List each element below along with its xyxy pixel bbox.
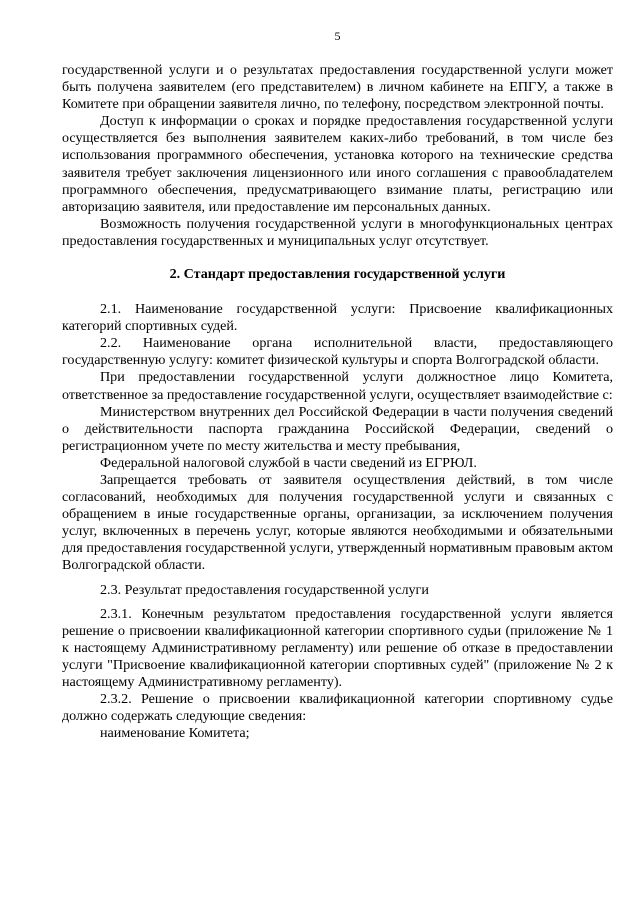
paragraph-2-3-2-decision-content: 2.3.2. Решение о присвоении квалификационной категории спортивному судье должно содержать следующие сведения:	[62, 691, 613, 725]
paragraph-2-3-result: 2.3. Результат предоставления государственной услуги	[100, 581, 429, 598]
paragraph-2-3-1-final-result: 2.3.1. Конечным результатом предоставления государственной услуги является решение о присвоении квалификационной категории спортивного судьи (приложение № 1 к настоящему Административному регламенту) или решение об отказе в предоставлении услуги "Присвоение квалификационной категории спортивных судей" (приложение № 2 к настоящему Административному регламенту).	[62, 605, 613, 690]
section-heading: 2. Стандарт предоставления государственной услуги	[169, 266, 506, 283]
paragraph-interaction-mvd: Министерством внутренних дел Российской Федерации в части получения сведений о действительности паспорта гражданина Российской Федерации, сведений о регистрационном учете по месту жительства и месту пребывания,	[62, 403, 613, 454]
paragraph-info-results: государственной услуги и о результатах предоставления государственной услуги может быть получена заявителем (его представителем) в личном кабинете на ЕПГУ, а также в Комитете при обращении заявителя лично, по телефону, посредством электронной почты.	[62, 62, 613, 113]
paragraph-access-info: Доступ к информации о сроках и порядке предоставления государственной услуги осуществляется без выполнения заявителем каких-либо требований, в том числе без использования программного обеспечения, установка которого на технические средства заявителя требует заключения лицензионного или иного соглашения с правообладателем программного обеспечения, предусматривающего взимание платы, регистрацию или авторизацию заявителя, или предоставление им персональных данных.	[62, 113, 613, 215]
paragraph-2-2-authority-name: 2.2. Наименование органа исполнительной власти, предоставляющего государственную услугу: комитет физической культуры и спорта Волгоградской области.	[62, 335, 613, 369]
paragraph-interaction-fns: Федеральной налоговой службой в части сведений из ЕГРЮЛ.	[100, 454, 477, 471]
paragraph-interaction-intro: При предоставлении государственной услуги должностное лицо Комитета, ответственное за предоставление государственной услуги, осуществляет взаимодействие с:	[62, 369, 613, 403]
paragraph-2-1-service-name: 2.1. Наименование государственной услуги: Присвоение квалификационных категорий спортивных судей.	[62, 301, 613, 335]
paragraph-committee-name: наименование Комитета;	[100, 725, 250, 742]
document-body	[62, 62, 613, 742]
paragraph-mfc-availability: Возможность получения государственной услуги в многофункциональных центрах предоставления государственных и муниципальных услуг отсутствует.	[62, 215, 613, 249]
page-number: 5	[334, 29, 341, 43]
paragraph-prohibition: Запрещается требовать от заявителя осуществления действий, в том числе согласований, необходимых для получения государственной услуги и связанных с обращением в иные государственные органы, организации, за исключением получения услуг, включенных в перечень услуг, которые являются необходимыми и обязательными для предоставления государственной услуги, утвержденный нормативным правовым актом Волгоградской области.	[62, 471, 613, 574]
